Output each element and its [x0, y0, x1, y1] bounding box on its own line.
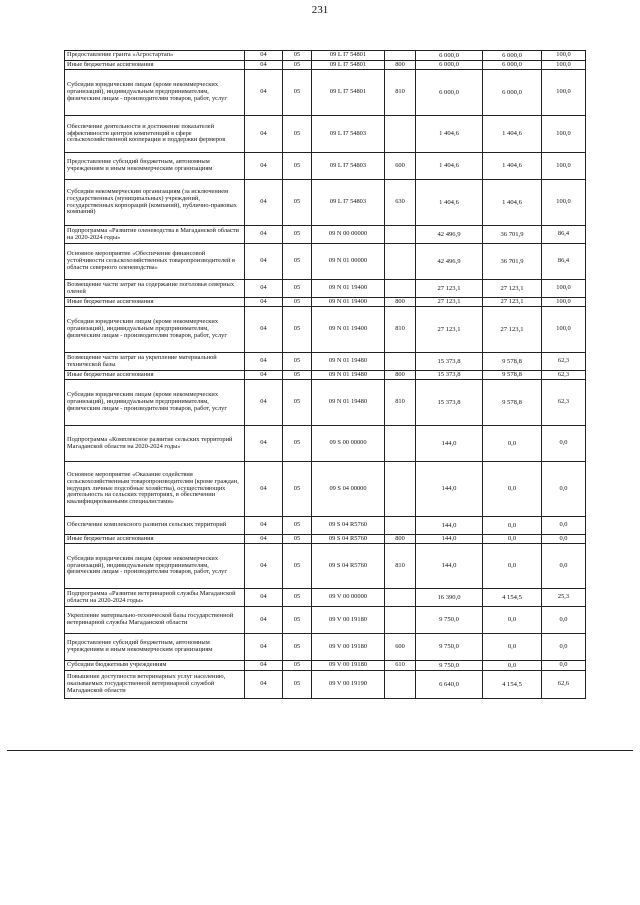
row-actual-amount: 36 701,9 — [483, 226, 542, 244]
row-percent: 100,0 — [542, 51, 586, 61]
row-name: Предоставление гранта «Агростартап» — [65, 51, 245, 61]
row-subsection: 05 — [283, 661, 312, 671]
row-actual-amount: 36 701,9 — [483, 244, 542, 280]
row-percent: 62,6 — [542, 671, 586, 699]
row-plan-amount: 144,0 — [416, 535, 483, 544]
row-name: Основное мероприятие «Обеспечение финансовой устойчивости сельскохозяйственных товаропроизводителей в области северного оленеводства» — [65, 244, 245, 280]
table-row — [65, 462, 586, 517]
row-subsection: 05 — [283, 226, 312, 244]
row-name: Иные бюджетные ассигнования — [65, 371, 245, 380]
row-name: Подпрограмма «Развитие оленеводства в Магаданской области на 2020-2024 годы» — [65, 226, 245, 244]
row-actual-amount: 0,0 — [483, 462, 542, 517]
row-actual-amount: 1 404,6 — [483, 180, 542, 226]
row-target-article: 09 S 04 R5760 — [312, 544, 385, 589]
row-name: Иные бюджетные ассигнования — [65, 61, 245, 70]
row-expense-type — [385, 671, 416, 699]
row-plan-amount: 15 373,8 — [416, 353, 483, 371]
row-plan-amount: 6 000,0 — [416, 51, 483, 61]
row-subsection: 05 — [283, 607, 312, 634]
row-target-article: 09 S 00 00000 — [312, 426, 385, 462]
row-target-article: 09 S 04 R5760 — [312, 535, 385, 544]
table-row — [65, 280, 586, 298]
row-percent: 100,0 — [542, 61, 586, 70]
table-row — [65, 535, 586, 544]
row-subsection: 05 — [283, 371, 312, 380]
row-section: 04 — [245, 426, 283, 462]
row-plan-amount: 6 000,0 — [416, 70, 483, 116]
row-percent: 100,0 — [542, 180, 586, 226]
row-subsection: 05 — [283, 535, 312, 544]
row-subsection: 05 — [283, 634, 312, 661]
row-expense-type: 800 — [385, 61, 416, 70]
row-actual-amount: 0,0 — [483, 517, 542, 535]
row-section: 04 — [245, 535, 283, 544]
table-row — [65, 180, 586, 226]
row-actual-amount: 0,0 — [483, 544, 542, 589]
row-expense-type — [385, 353, 416, 371]
table-row — [65, 244, 586, 280]
row-target-article: 09 L I7 54803 — [312, 153, 385, 180]
row-percent: 100,0 — [542, 280, 586, 298]
table-row — [65, 671, 586, 699]
row-section: 04 — [245, 634, 283, 661]
row-section: 04 — [245, 226, 283, 244]
table-row — [65, 661, 586, 671]
row-plan-amount: 1 404,6 — [416, 116, 483, 153]
row-name: Субсидии некоммерческим организациям (за исключением государственных (муниципальных) учреждений, государственных корпораций (компаний), публично-правовых компаний) — [65, 180, 245, 226]
table-row — [65, 426, 586, 462]
table-row — [65, 517, 586, 535]
row-percent: 0,0 — [542, 544, 586, 589]
row-name: Подпрограмма «Комплексное развитие сельских территорий Магаданской области на 2020-2024 годы» — [65, 426, 245, 462]
table-row — [65, 226, 586, 244]
row-percent: 100,0 — [542, 153, 586, 180]
row-target-article: 09 N 01 19480 — [312, 371, 385, 380]
row-actual-amount: 1 404,6 — [483, 153, 542, 180]
row-subsection: 05 — [283, 353, 312, 371]
row-section: 04 — [245, 298, 283, 307]
table-row — [65, 371, 586, 380]
row-expense-type — [385, 280, 416, 298]
row-plan-amount: 144,0 — [416, 517, 483, 535]
row-expense-type — [385, 462, 416, 517]
row-plan-amount: 1 404,6 — [416, 153, 483, 180]
row-expense-type: 610 — [385, 661, 416, 671]
row-plan-amount: 27 123,1 — [416, 307, 483, 353]
row-actual-amount: 27 123,1 — [483, 298, 542, 307]
table-row — [65, 353, 586, 371]
table-row — [65, 153, 586, 180]
table-row — [65, 380, 586, 426]
row-subsection: 05 — [283, 298, 312, 307]
row-percent: 100,0 — [542, 307, 586, 353]
row-target-article: 09 L I7 54801 — [312, 61, 385, 70]
row-plan-amount: 27 123,1 — [416, 298, 483, 307]
row-section: 04 — [245, 153, 283, 180]
table-row — [65, 70, 586, 116]
row-actual-amount: 9 578,8 — [483, 380, 542, 426]
row-name: Субсидии бюджетным учреждениям — [65, 661, 245, 671]
row-name: Субсидии юридическим лицам (кроме некоммерческих организаций), индивидуальным предпринимателям, физическим лицам - производителям товаров, работ, услуг — [65, 544, 245, 589]
row-target-article: 09 N 01 19400 — [312, 307, 385, 353]
row-percent: 0,0 — [542, 607, 586, 634]
row-percent: 62,3 — [542, 353, 586, 371]
row-actual-amount: 1 404,6 — [483, 116, 542, 153]
row-actual-amount: 9 578,8 — [483, 353, 542, 371]
row-percent: 86,4 — [542, 244, 586, 280]
row-name: Подпрограмма «Развитие ветеринарной службы Магаданской области на 2020-2024 годы» — [65, 589, 245, 607]
row-percent: 0,0 — [542, 462, 586, 517]
row-plan-amount: 15 373,8 — [416, 371, 483, 380]
row-expense-type: 600 — [385, 153, 416, 180]
row-name: Возмещение части затрат на укрепление материальной технической базы — [65, 353, 245, 371]
row-section: 04 — [245, 51, 283, 61]
row-actual-amount: 6 000,0 — [483, 51, 542, 61]
row-expense-type: 630 — [385, 180, 416, 226]
row-expense-type: 800 — [385, 535, 416, 544]
row-subsection: 05 — [283, 116, 312, 153]
row-name: Обеспечение деятельности и достижение показателей эффективности центров компетенций в сфере сельскохозяйственной кооперации и поддержки фермеров — [65, 116, 245, 153]
row-name: Основное мероприятие «Оказание содействия сельскохозяйственным товаропроизводителям (кроме граждан, ведущих личные подсобные хозяйства), осуществляющих деятельность на сельских территориях, в обеспечении квалифицированными специалистами» — [65, 462, 245, 517]
page-number: 231 — [311, 4, 329, 16]
row-name: Предоставление субсидий бюджетным, автономным учреждениям и иным некоммерческим организациям — [65, 634, 245, 661]
row-expense-type — [385, 426, 416, 462]
row-expense-type — [385, 589, 416, 607]
row-target-article: 09 V 00 19180 — [312, 661, 385, 671]
row-section: 04 — [245, 380, 283, 426]
budget-table — [64, 50, 586, 699]
row-name: Субсидии юридическим лицам (кроме некоммерческих организаций), индивидуальным предпринимателям, физическим лицам - производителям товаров, работ, услуг — [65, 307, 245, 353]
row-subsection: 05 — [283, 462, 312, 517]
row-section: 04 — [245, 607, 283, 634]
table-row — [65, 61, 586, 70]
row-expense-type: 800 — [385, 371, 416, 380]
row-actual-amount: 27 123,1 — [483, 280, 542, 298]
table-row — [65, 307, 586, 353]
row-target-article: 09 N 00 00000 — [312, 226, 385, 244]
row-section: 04 — [245, 280, 283, 298]
row-plan-amount: 144,0 — [416, 426, 483, 462]
row-target-article: 09 S 04 00000 — [312, 462, 385, 517]
row-subsection: 05 — [283, 426, 312, 462]
row-subsection: 05 — [283, 589, 312, 607]
row-target-article: 09 V 00 19190 — [312, 671, 385, 699]
row-section: 04 — [245, 307, 283, 353]
row-actual-amount: 9 578,8 — [483, 371, 542, 380]
table-row — [65, 634, 586, 661]
row-actual-amount: 4 154,5 — [483, 589, 542, 607]
row-subsection: 05 — [283, 180, 312, 226]
row-actual-amount: 0,0 — [483, 661, 542, 671]
row-subsection: 05 — [283, 51, 312, 61]
row-expense-type: 800 — [385, 298, 416, 307]
row-expense-type: 810 — [385, 70, 416, 116]
row-section: 04 — [245, 371, 283, 380]
row-actual-amount: 0,0 — [483, 634, 542, 661]
row-section: 04 — [245, 544, 283, 589]
row-plan-amount: 15 373,8 — [416, 380, 483, 426]
row-target-article: 09 V 00 00000 — [312, 589, 385, 607]
row-plan-amount: 16 390,0 — [416, 589, 483, 607]
row-name: Возмещение части затрат на содержание поголовья северных оленей — [65, 280, 245, 298]
table-row — [65, 51, 586, 61]
row-section: 04 — [245, 180, 283, 226]
row-expense-type — [385, 51, 416, 61]
row-subsection: 05 — [283, 61, 312, 70]
row-plan-amount: 1 404,6 — [416, 180, 483, 226]
row-name: Предоставление субсидий бюджетным, автономным учреждениям и иным некоммерческим организациям — [65, 153, 245, 180]
row-section: 04 — [245, 589, 283, 607]
row-subsection: 05 — [283, 70, 312, 116]
row-section: 04 — [245, 61, 283, 70]
row-expense-type — [385, 116, 416, 153]
row-section: 04 — [245, 517, 283, 535]
row-target-article: 09 L I7 54803 — [312, 116, 385, 153]
row-actual-amount: 6 000,0 — [483, 70, 542, 116]
row-expense-type — [385, 517, 416, 535]
row-section: 04 — [245, 671, 283, 699]
row-percent: 0,0 — [542, 426, 586, 462]
row-expense-type: 810 — [385, 307, 416, 353]
row-section: 04 — [245, 462, 283, 517]
row-target-article: 09 S 04 R5760 — [312, 517, 385, 535]
row-expense-type — [385, 244, 416, 280]
row-name: Иные бюджетные ассигнования — [65, 535, 245, 544]
row-target-article: 09 L I7 54803 — [312, 180, 385, 226]
row-expense-type: 810 — [385, 544, 416, 589]
row-percent: 25,3 — [542, 589, 586, 607]
row-percent: 100,0 — [542, 298, 586, 307]
row-percent: 0,0 — [542, 661, 586, 671]
row-percent: 100,0 — [542, 70, 586, 116]
row-plan-amount: 42 496,9 — [416, 226, 483, 244]
row-actual-amount: 0,0 — [483, 426, 542, 462]
row-section: 04 — [245, 661, 283, 671]
table-row — [65, 589, 586, 607]
row-actual-amount: 0,0 — [483, 607, 542, 634]
row-expense-type — [385, 607, 416, 634]
row-plan-amount: 6 640,0 — [416, 671, 483, 699]
row-target-article: 09 N 01 19480 — [312, 380, 385, 426]
table-row — [65, 116, 586, 153]
row-subsection: 05 — [283, 307, 312, 353]
row-plan-amount: 9 750,0 — [416, 661, 483, 671]
table-row — [65, 607, 586, 634]
row-target-article: 09 N 01 00000 — [312, 244, 385, 280]
row-subsection: 05 — [283, 544, 312, 589]
row-percent: 100,0 — [542, 116, 586, 153]
row-actual-amount: 27 123,1 — [483, 307, 542, 353]
row-percent: 86,4 — [542, 226, 586, 244]
row-name: Укрепление материально-технической базы государственной ветеринарной службы Магаданской области — [65, 607, 245, 634]
row-target-article: 09 N 01 19400 — [312, 280, 385, 298]
row-plan-amount: 9 750,0 — [416, 607, 483, 634]
row-target-article: 09 V 00 19180 — [312, 634, 385, 661]
row-actual-amount: 6 000,0 — [483, 61, 542, 70]
row-subsection: 05 — [283, 153, 312, 180]
row-name: Субсидии юридическим лицам (кроме некоммерческих организаций), индивидуальным предпринимателям, физическим лицам - производителям товаров, работ, услуг — [65, 70, 245, 116]
row-expense-type: 600 — [385, 634, 416, 661]
row-target-article: 09 L I7 54801 — [312, 51, 385, 61]
row-plan-amount: 144,0 — [416, 462, 483, 517]
row-plan-amount: 42 496,9 — [416, 244, 483, 280]
row-name: Обеспечение комплексного развития сельских территорий — [65, 517, 245, 535]
row-target-article: 09 N 01 19480 — [312, 353, 385, 371]
row-percent: 0,0 — [542, 517, 586, 535]
row-subsection: 05 — [283, 380, 312, 426]
row-plan-amount: 144,0 — [416, 544, 483, 589]
row-expense-type — [385, 226, 416, 244]
row-section: 04 — [245, 116, 283, 153]
row-expense-type: 810 — [385, 380, 416, 426]
row-percent: 0,0 — [542, 634, 586, 661]
row-actual-amount: 4 154,5 — [483, 671, 542, 699]
row-percent: 62,3 — [542, 371, 586, 380]
row-section: 04 — [245, 70, 283, 116]
table-row — [65, 544, 586, 589]
row-subsection: 05 — [283, 280, 312, 298]
row-subsection: 05 — [283, 517, 312, 535]
bottom-rule — [7, 750, 633, 751]
row-name: Повышение доступности ветеринарных услуг населению, оказываемых государственной ветеринарной службой Магаданской области — [65, 671, 245, 699]
row-section: 04 — [245, 244, 283, 280]
row-target-article: 09 L I7 54801 — [312, 70, 385, 116]
row-section: 04 — [245, 353, 283, 371]
row-actual-amount: 0,0 — [483, 535, 542, 544]
row-name: Субсидии юридическим лицам (кроме некоммерческих организаций), индивидуальным предпринимателям, физическим лицам - производителям товаров, работ, услуг — [65, 380, 245, 426]
row-subsection: 05 — [283, 244, 312, 280]
row-name: Иные бюджетные ассигнования — [65, 298, 245, 307]
row-percent: 62,3 — [542, 380, 586, 426]
row-plan-amount: 6 000,0 — [416, 61, 483, 70]
row-target-article: 09 N 01 19400 — [312, 298, 385, 307]
row-plan-amount: 27 123,1 — [416, 280, 483, 298]
row-plan-amount: 9 750,0 — [416, 634, 483, 661]
row-subsection: 05 — [283, 671, 312, 699]
table-row — [65, 298, 586, 307]
row-target-article: 09 V 00 19180 — [312, 607, 385, 634]
row-percent: 0,0 — [542, 535, 586, 544]
